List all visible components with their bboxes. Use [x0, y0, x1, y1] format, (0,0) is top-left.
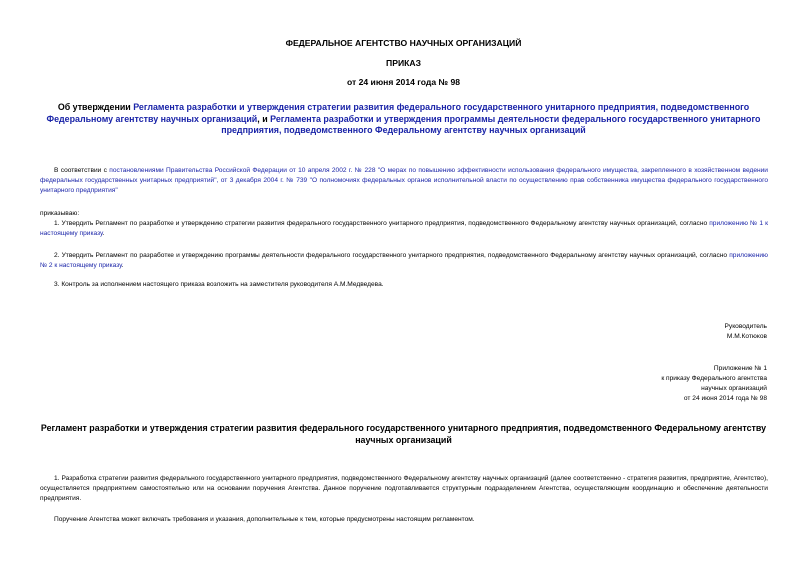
regulation-paragraph-1: 1. Разработка стратегии развития федерального государственного унитарного предприятия, подведомственного Федеральному агентству научных организаций (далее соответственно - стратегия развития, предприятие, Агентство), осуществляется предприятием самостоятельно или на основании поручения Агентства. Данное поручение подготавливается структурным подразделением Агентства, осуществляющим координацию и обеспечение деятельности предприятия.: [40, 475, 768, 502]
order-item-1: 1. Утвердить Регламент по разработке и утверждению стратегии развития федерального государственного унитарного предприятия, подведомственного Федеральному агентству научных организаций, согласно приложению № 1 к настоящему приказу.: [40, 220, 769, 237]
item1-link-appendix-1[interactable]: приложению № 1 к настоящему приказу: [40, 220, 769, 237]
preamble-text: В соответствии с: [54, 167, 110, 174]
item2-link-appendix-2[interactable]: приложению № 2 к настоящему приказу: [40, 252, 768, 269]
item2-text: 2. Утвердить Регламент по разработке и утверждению программы деятельности федерального государственного унитарного предприятия, подведомственного Федеральному агентству научных организаций, согласно: [54, 252, 730, 259]
item1-text: 1. Утвердить Регламент по разработке и утверждению стратегии развития федерального государственного унитарного предприятия, подведомственного Федеральному агентству научных организаций, согласно: [54, 220, 710, 227]
appendix-line-1: Приложение № 1: [713, 365, 767, 372]
preamble: [40, 166, 768, 196]
doc-type: ПРИКАЗ: [386, 58, 421, 68]
appendix-line-3: научных организаций: [701, 385, 767, 392]
signature-position: Руководитель: [724, 323, 767, 330]
title-link-strategy-regulation[interactable]: Регламента разработки и утверждения стратегии развития федерального государственного унитарного предприятия, подведомственного Федеральному агентству научных организаций: [46, 102, 750, 124]
signature-block: [725, 322, 767, 342]
order-title: [40, 102, 767, 137]
signature-name: М.М.Котюков: [726, 333, 767, 340]
preamble-link-resolutions[interactable]: постановлениями Правительства Российской Федерации от 10 апреля 2002 г. № 228 "О мерах по повышению эффективности использования федерального имущества, закрепленного в хозяйственном ведении федеральных государственных унитарных предприятий", от 3 декабря 2004 г. № 739 "О полномочиях федеральных органов исполнительной власти по осуществлению прав собственника имущества федерального государственного унитарного предприятия": [40, 167, 768, 194]
regulation-title: Регламент разработки и утверждения стратегии развития федерального государственного унитарного предприятия, подведомственного Федеральному агентству научных организаций: [40, 423, 767, 445]
order-item-2: 2. Утвердить Регламент по разработке и утверждению программы деятельности федерального государственного унитарного предприятия, подведомственного Федеральному агентству научных организаций, согласно приложению № 2 к настоящему приказу.: [40, 252, 768, 269]
title-link-program-regulation[interactable]: Регламента разработки и утверждения программы деятельности федерального государственного унитарного предприятия, подведомственного Федеральному агентству научных организаций: [221, 113, 761, 135]
title-middle: , и: [257, 113, 271, 124]
order-item-3: 3. Контроль за исполнением настоящего приказа возложить на заместителя руководителя А.М.Медведева.: [54, 281, 384, 288]
appendix-header: [661, 364, 767, 404]
appendix-line-2: к приказу Федерального агентства: [661, 375, 767, 382]
appendix-line-4: от 24 июня 2014 года № 98: [683, 395, 767, 402]
agency-heading: ФЕДЕРАЛЬНОЕ АГЕНТСТВО НАУЧНЫХ ОРГАНИЗАЦИЙ: [285, 38, 522, 48]
title-prefix: Об утверждении: [57, 102, 134, 112]
doc-date-number: от 24 июня 2014 года № 98: [346, 77, 461, 87]
order-word: приказываю:: [40, 210, 80, 217]
regulation-paragraph-2: Поручение Агентства может включать требования и указания, дополнительные к тем, которые предусмотрены настоящим регламентом.: [54, 516, 475, 523]
